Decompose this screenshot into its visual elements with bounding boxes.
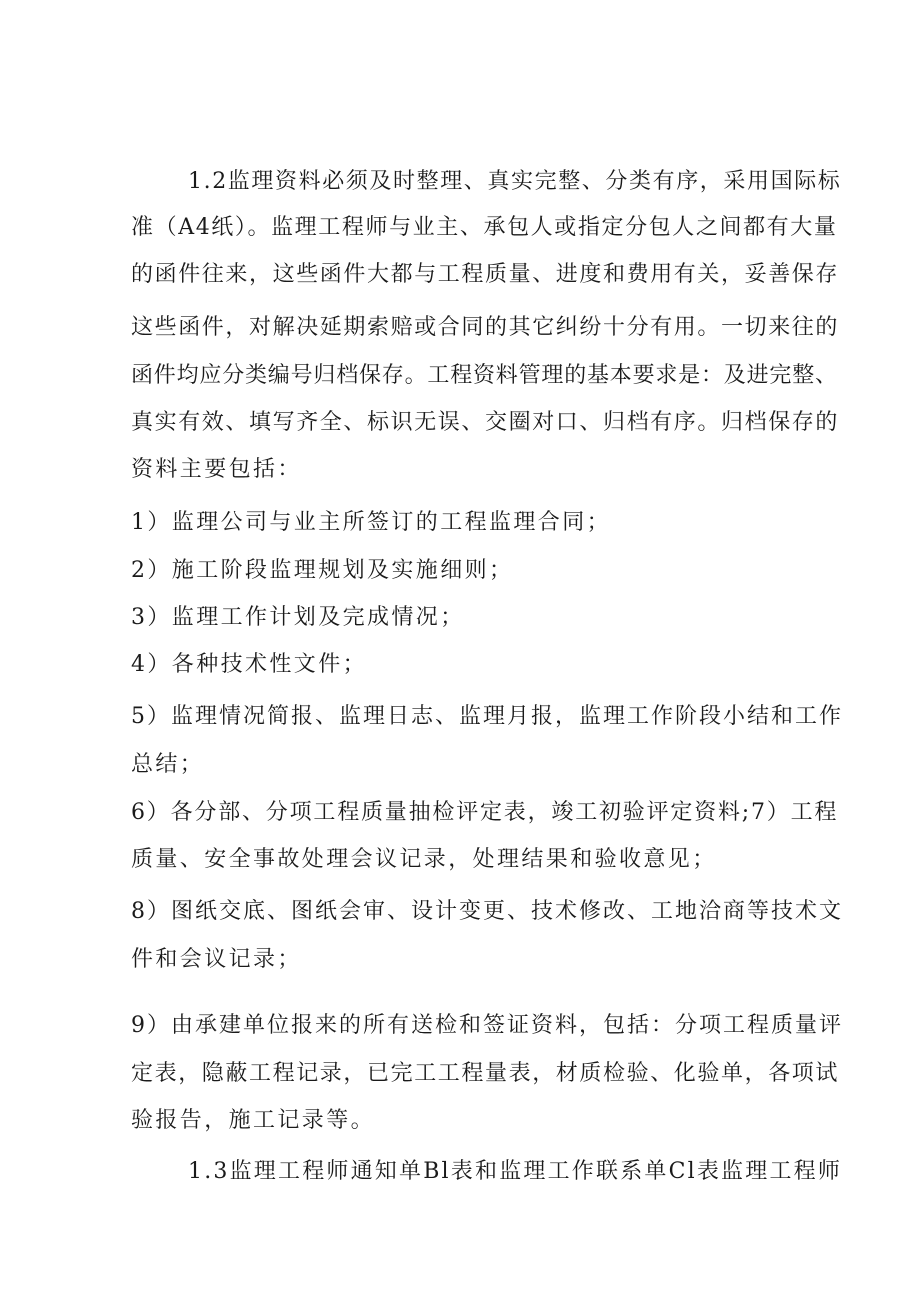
list-item-4-line-1: 4）各种技术性文件； — [131, 652, 367, 677]
list-item-9-line-2: 定表，隐蔽工程记录，已完工工程量表，材质检验、化验单，各项试 — [131, 1061, 840, 1086]
list-item-3-line-1: 3）监理工作计划及完成情况； — [131, 605, 465, 630]
section-1-2-line-1: 1.2监理资料必须及时整理、真实完整、分类有序，采用国际标 — [188, 169, 842, 194]
list-item-2-line-1: 2）施工阶段监理规划及实施细则； — [131, 558, 514, 583]
section-1-2-line-2: 准（A4纸）。监理工程师与业主、承包人或指定分包人之间都有大量 — [131, 215, 838, 240]
section-1-2-line-3: 的函件往来，这些函件大都与工程质量、进度和费用有关，妥善保存 — [131, 262, 840, 287]
section-1-2-line-6: 真实有效、填写齐全、标识无误、交圈对口、归档有序。归档保存的 — [131, 410, 840, 435]
list-item-9-line-1: 9）由承建单位报来的所有送检和签证资料，包括：分项工程质量评 — [131, 1013, 843, 1038]
section-1-2-line-4: 这些函件，对解决延期索赔或合同的其它纠纷十分有用。一切来往的 — [131, 315, 840, 340]
list-item-1-line-1: 1）监理公司与业主所签订的工程监理合同； — [131, 510, 611, 535]
section-1-3-line-1: 1.3监理工程师通知单Bl表和监理工作联系单Cl表监理工程师 — [188, 1159, 843, 1184]
section-1-2-line-5: 函件均应分类编号归档保存。工程资料管理的基本要求是：及进完整、 — [131, 363, 838, 388]
list-item-9-line-3: 验报告，施工记录等。 — [131, 1108, 376, 1133]
list-item-5-line-2: 总结； — [131, 752, 205, 777]
list-item-8-line-1: 8）图纸交底、图纸会审、设计变更、技术修改、工地洽商等技术文 — [131, 899, 843, 924]
list-item-6-line-2: 质量、安全事故处理会议记录，处理结果和验收意见； — [131, 847, 717, 872]
section-1-2-line-7: 资料主要包括： — [131, 457, 302, 482]
list-item-6-line-1: 6）各分部、分项工程质量抽检评定表，竣工初验评定资料;7）工程 — [131, 800, 839, 825]
list-item-5-line-1: 5）监理情况简报、监理日志、监理月报，监理工作阶段小结和工作 — [131, 704, 843, 729]
list-item-8-line-2: 件和会议记录； — [131, 947, 302, 972]
